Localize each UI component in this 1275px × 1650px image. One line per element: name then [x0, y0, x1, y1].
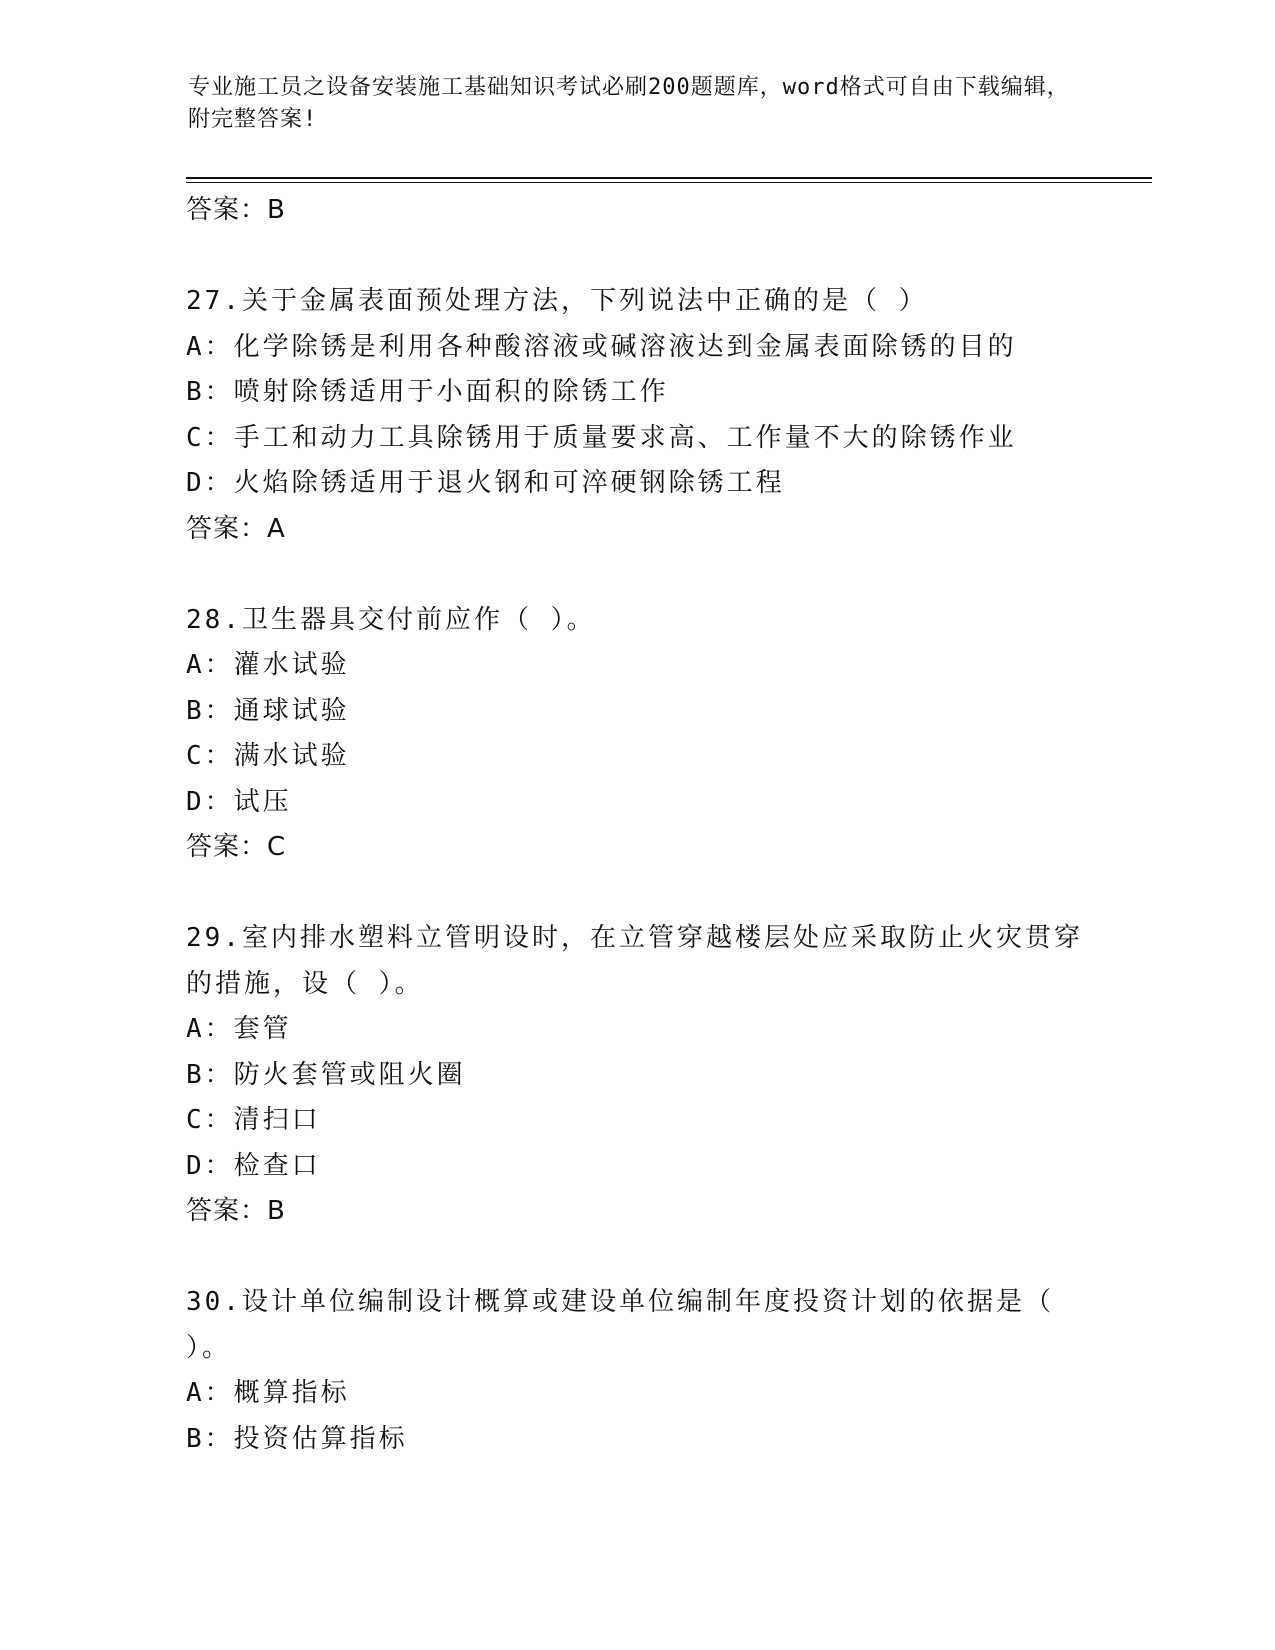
spacer: [186, 1235, 1106, 1281]
option-a: A：概算指标: [186, 1378, 350, 1408]
option-b: B：喷射除锈适用于小面积的除锈工作: [186, 377, 669, 407]
option-d: D：试压: [186, 786, 292, 817]
header-rule-thin: [186, 182, 1152, 183]
question-block: [186, 1280, 1106, 1462]
option-c: C：清扫口: [186, 1105, 321, 1135]
answer-line: 答案：C: [186, 832, 287, 862]
option-b: B：投资估算指标: [186, 1423, 408, 1454]
question-stem: 27.关于金属表面预处理方法，下列说法中正确的是（ ）: [186, 286, 928, 316]
header-rule-thick: [186, 177, 1152, 179]
question-stem: 30.设计单位编制设计概算或建设单位编制年度投资计划的依据是（: [186, 1287, 1054, 1317]
answer-line: 答案：B: [186, 1196, 286, 1226]
question-stem-continued: 的措施，设（ ）。: [186, 968, 424, 999]
question-stem: 28.卫生器具交付前应作（ ）。: [186, 604, 596, 635]
option-a: A：灌水试验: [186, 650, 350, 680]
spacer: [186, 552, 1106, 598]
option-c: C：手工和动力工具除锈用于质量要求高、工作量不大的除锈作业: [186, 422, 1017, 453]
option-d: D：火焰除锈适用于退火钢和可淬硬钢除锈工程: [186, 468, 785, 498]
question-list: [186, 188, 1106, 1462]
option-a: A：化学除锈是利用各种酸溶液或碱溶液达到金属表面除锈的目的: [186, 331, 1017, 362]
answer-line: 答案：A: [186, 513, 286, 544]
question-block: [186, 598, 1106, 871]
question-block: [186, 279, 1106, 552]
option-b: B：防火套管或阻火圈: [186, 1059, 466, 1090]
option-b: B：通球试验: [186, 695, 350, 726]
header-title: 专业施工员之设备安装施工基础知识考试必刷200题题库，word格式可自由下载编辑，附完整答案!: [188, 75, 1070, 132]
spacer: [186, 871, 1106, 917]
spacer: [186, 234, 1106, 280]
question-stem-continued: ）。: [186, 1332, 232, 1363]
question-stem: 29.室内排水塑料立管明设时，在立管穿越楼层处应采取防止火灾贯穿: [186, 923, 1083, 953]
option-a: A：套管: [186, 1014, 292, 1044]
document-header: [188, 72, 1088, 136]
answer-line: 答案：B: [186, 195, 286, 225]
question-block: [186, 916, 1106, 1235]
option-d: D：检查口: [186, 1150, 321, 1181]
option-c: C：满水试验: [186, 741, 350, 771]
